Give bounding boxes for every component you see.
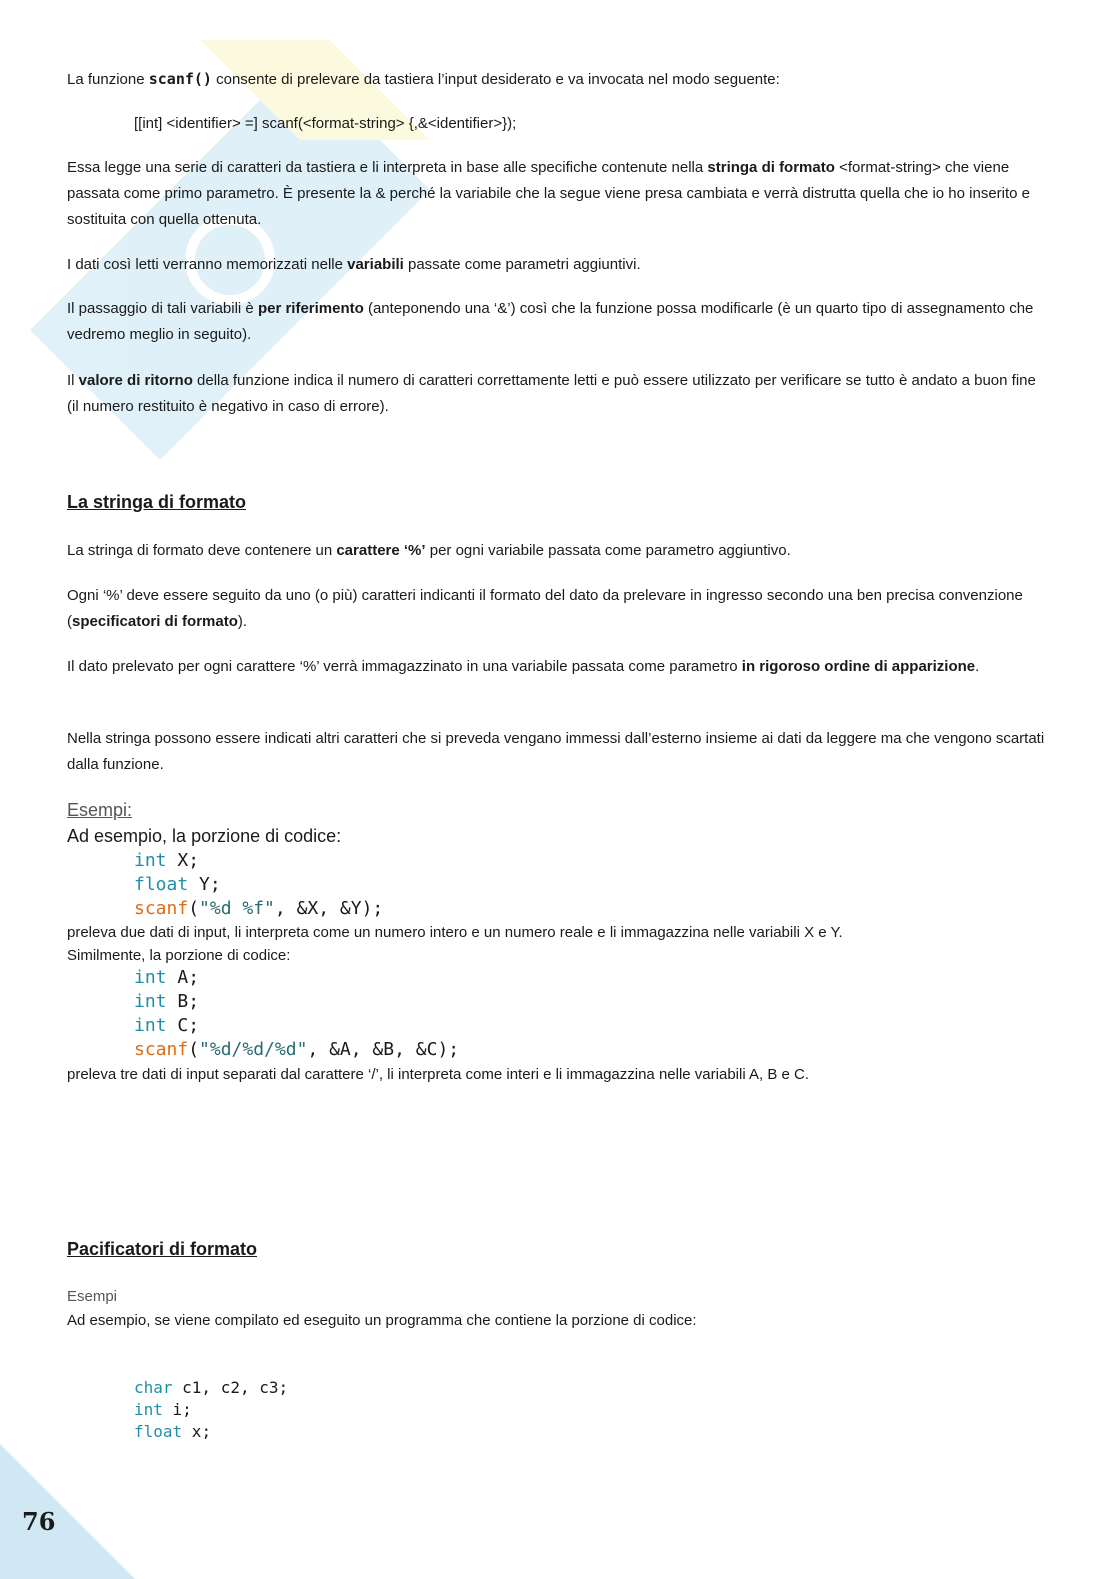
code-text: x; [182,1422,212,1441]
text: Il dato prelevato per ogni carattere ‘%’ verrà immagazzinato in una variabile passata come parametro [67,658,742,675]
intro-paragraph-4 [67,296,1047,348]
keyword: int [134,991,167,1012]
keyword: char [134,1378,173,1397]
intro-text: La funzione [67,71,149,88]
bold-text: in rigoroso ordine di apparizione [741,658,976,675]
code-line [134,1398,192,1422]
code-text: ( [188,898,200,919]
example1-description: preleva due dati di input, li interpreta come un numero intero e un numero reale e li immagazzina nelle variabili X e Y. [67,924,843,941]
keyword: int [134,1400,163,1419]
text: Il [67,372,79,389]
section1-paragraph-3 [67,654,1047,680]
scanf-syntax: [[int] <identifier> =] scanf(<format-string> {,&<identifier>}); [134,115,517,132]
code-line-scanf [134,897,383,921]
text: per ogni variabile passata come parametro aggiuntivo. [425,542,791,559]
intro-paragraph-5 [67,368,1047,420]
text: Il passaggio di tali variabili è [67,300,258,317]
examples-label-2: Esempi [67,1288,118,1305]
function-name: scanf [134,1039,189,1060]
function-name: scanf [134,898,189,919]
intro-paragraph-1 [67,66,1047,93]
keyword: int [134,850,167,871]
code-text: ( [188,1039,200,1060]
text: (anteponendo una ‘&’) così che la funzione possa modificarle (è un quarto tipo di assegnamento che vedremo meglio in seguito). [67,300,1034,343]
section-heading-format-specifiers: Pacificatori di formato [67,1239,258,1259]
string-literal: "%d %f" [199,898,275,919]
section2-intro: Ad esempio, se viene compilato ed eseguito un programma che contiene la porzione di codice: [67,1312,697,1329]
code-text: B; [166,991,200,1012]
bold-text: stringa di formato [707,159,835,176]
section1-paragraph-1 [67,538,1047,564]
text: Essa legge una serie di caratteri da tastiera e li interpreta in base alle specifiche contenute nella [67,159,708,176]
example2-intro: Similmente, la porzione di codice: [67,947,291,964]
bold-text: per riferimento [257,300,364,317]
string-literal: "%d/%d/%d" [199,1039,308,1060]
code-line [134,966,199,990]
section1-paragraph-2 [67,583,1047,635]
code-line [134,1376,288,1400]
code-line [134,849,199,873]
text: I dati così letti verranno memorizzati nelle [67,256,348,273]
code-text: , &X, &Y); [274,898,384,919]
examples-label: Esempi: [67,800,133,820]
section1-paragraph-4: Nella stringa possono essere indicati altri caratteri che si preveda vengano immessi dall’esterno insieme ai dati da leggere ma che vengono scartati dalla funzione. [67,730,1045,773]
code-line [134,1014,199,1038]
bold-text: specificatori di formato [72,613,238,630]
code-text: A; [166,967,200,988]
code-text: c1, c2, c3; [172,1378,289,1397]
code-text: i; [162,1400,192,1419]
keyword: int [134,1015,167,1036]
text: . [975,658,980,675]
scanf-inline-code: scanf() [148,70,212,88]
keyword: float [134,1422,183,1441]
text: La stringa di formato deve contenere un [67,542,337,559]
code-line [134,1420,211,1444]
page-number: 76 [22,1507,56,1536]
code-line [134,990,199,1014]
example2-description: preleva tre dati di input separati dal carattere ‘/’, li interpreta come interi e li immagazzina nelle variabili A, B e C. [67,1066,810,1083]
intro-text: consente di prelevare da tastiera l’input desiderato e va invocata nel modo seguente: [211,71,780,88]
keyword: int [134,967,167,988]
intro-paragraph-3 [67,252,1047,278]
bold-text: variabili [347,256,404,273]
text: Ogni ‘%’ deve essere seguito da uno (o più) caratteri indicanti il formato del dato da prelevare in ingresso secondo una ben precisa convenzione ( [67,587,1023,630]
text: <format-string> che viene passata come primo parametro. È presente la & perché la variabile che la segue viene presa cambiata e verrà distrutta quella che io ho inserito e sostituita con quella ottenuta. [67,159,1031,228]
bold-text: valore di ritorno [78,372,193,389]
keyword: float [134,874,189,895]
code-text: C; [166,1015,200,1036]
text: ). [237,613,248,630]
section-heading-format-string: La stringa di formato [67,492,247,512]
code-text: X; [166,850,200,871]
code-text: , &A, &B, &C); [307,1039,460,1060]
intro-paragraph-2 [67,155,1047,233]
text: della funzione indica il numero di caratteri correttamente letti e può essere utilizzato per verificare se tutto è andato a buon fine (il numero restituito è negativo in caso di errore). [67,372,1036,415]
code-text: Y; [188,874,221,895]
code-line [134,873,221,897]
examples-intro: Ad esempio, la porzione di codice: [67,826,342,846]
corner-triangle [0,1444,135,1579]
bold-text: carattere ‘%’ [336,542,426,559]
text: passate come parametri aggiuntivi. [403,256,641,273]
code-line-scanf [134,1038,459,1062]
